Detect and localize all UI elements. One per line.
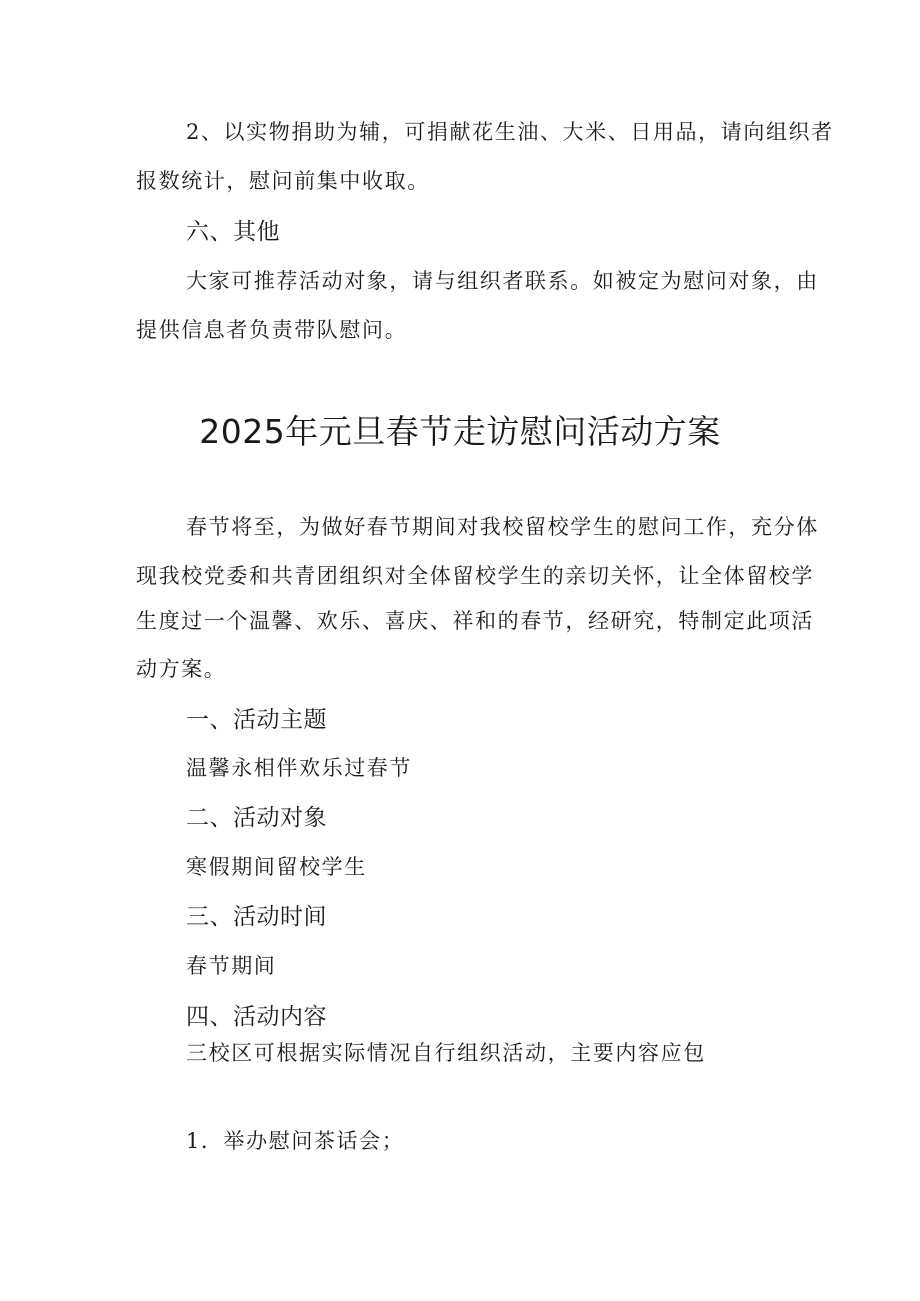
section-six-heading: 六、其他	[186, 219, 280, 245]
section-heading-time: 三、活动时间	[186, 904, 327, 930]
section-heading-theme: 一、活动主题	[186, 707, 327, 733]
donation-item-2-line-2: 报数统计，慰问前集中收取。	[136, 169, 430, 193]
section-body-time: 春节期间	[186, 954, 277, 978]
section-body-target: 寒假期间留校学生	[186, 855, 367, 879]
section-six-paragraph-line-2: 提供信息者负责带队慰问。	[136, 318, 408, 342]
section-body-theme: 温馨永相伴欢乐过春节	[186, 756, 412, 780]
intro-paragraph-line-1: 春节将至，为做好春节期间对我校留校学生的慰问工作，充分体	[186, 515, 819, 539]
intro-paragraph-line-2: 现我校党委和共青团组织对全体留校学生的亲切关怀，让全体留校学	[136, 564, 814, 588]
section-body-content: 三校区可根据实际情况自行组织活动，主要内容应包	[186, 1041, 706, 1065]
activity-item-1: 1．举办慰问茶话会；	[186, 1129, 405, 1153]
donation-item-2-line-1: 2、以实物捐助为辅，可捐献花生油、大米、日用品，请向组织者	[186, 120, 834, 144]
intro-paragraph-line-4: 动方案。	[136, 657, 227, 681]
section-heading-target: 二、活动对象	[186, 805, 327, 831]
intro-paragraph-line-3: 生度过一个温馨、欢乐、喜庆、祥和的春节，经研究，特制定此项活	[136, 609, 814, 633]
section-six-paragraph-line-1: 大家可推荐活动对象，请与组织者联系。如被定为慰问对象，由	[186, 269, 819, 293]
section-heading-content: 四、活动内容	[186, 1004, 327, 1030]
document-title: 2025年元旦春节走访慰问活动方案	[199, 412, 721, 451]
